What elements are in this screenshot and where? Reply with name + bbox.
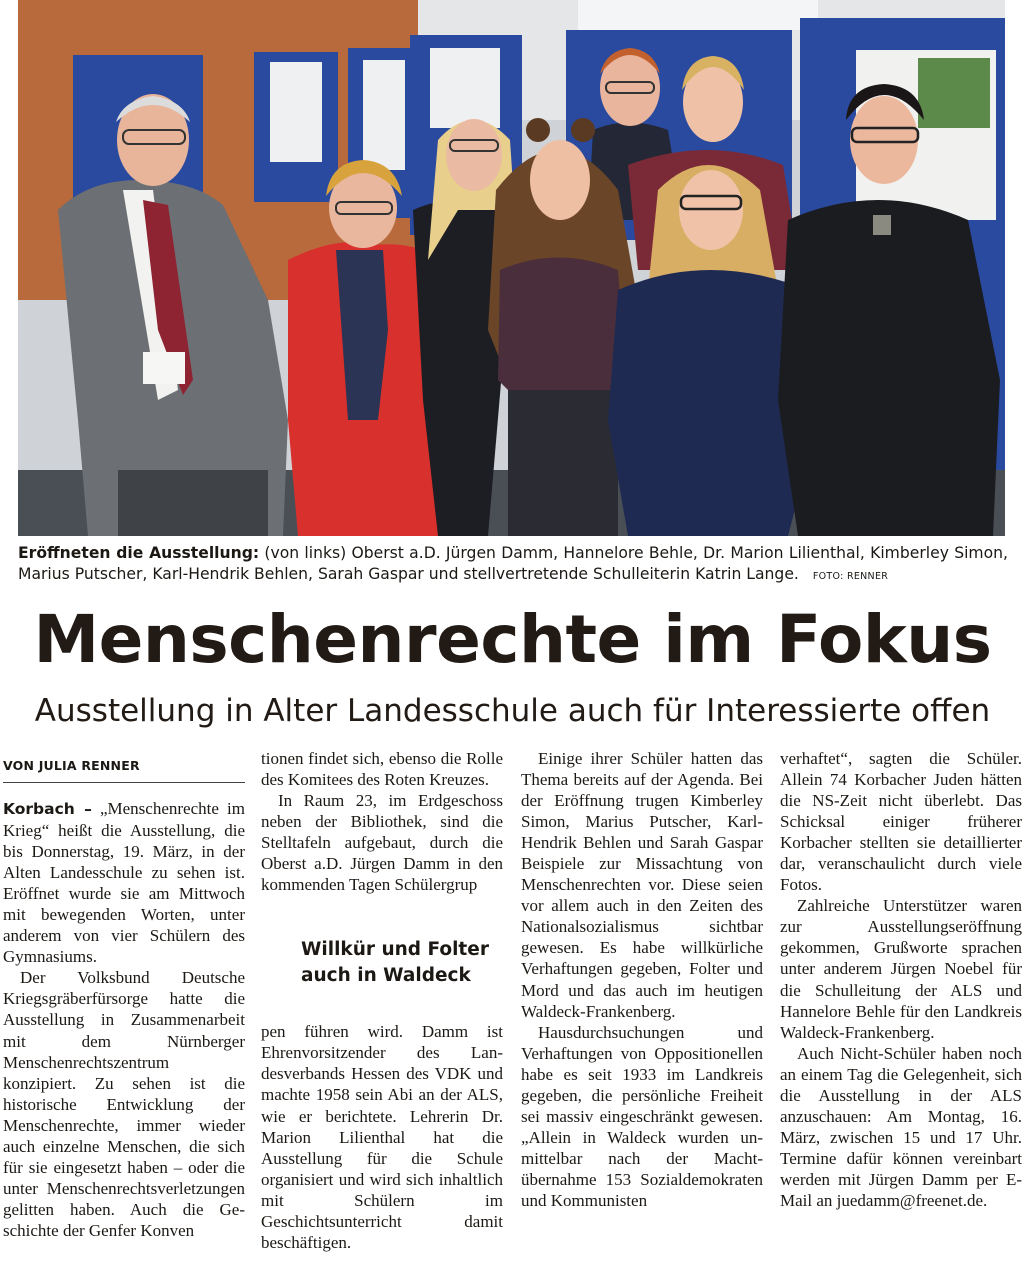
article-paragraph: tionen findet sich, ebenso die Rolle des Komitees des Roten Kreuzes. — [261, 749, 503, 790]
article-paragraph: Hausdurchsuchungen und Verhaftungen von Oppositionellen habe es seit 1933 im Landkreis gegeben, die persönliche Freiheit sei massiv eingeschränkt gewesen. „Allein in Waldeck wurden unmittelbar nach der Machtübernahme 153 Sozialdemokraten und Kommunisten — [521, 1022, 763, 1210]
group-photo-icon — [18, 0, 1005, 536]
article-paragraph: Auch Nicht-Schüler haben noch an einem Tag die Gelegenheit, sich die Ausstellung in der ALS anzuschauen: Am Montag, 16. März, zwischen 15 und 17 Uhr. Termine dafür können vereinbart werden mit Jürgen Damm per E-Mail an juedamm@freenet.de. — [780, 1043, 1022, 1210]
article-text: „Menschenrechte im Krieg“ heißt die Ausstellung, die bis Donnerstag, 19. März, in der Alten Landesschule zu sehen ist. Eröffnet wurde sie am Mittwoch mit bewegenden Worten, unter anderem von vier Schülern des Gymnasiums. — [3, 799, 245, 967]
dateline: Korbach – — [3, 800, 92, 818]
caption-text: (von links) Oberst a.D. Jürgen Damm, Hannelore Behle, Dr. Marion Lilienthal, Kimberley Simon, Marius Putscher, Karl-Hendrik Behlen, Sarah Gaspar und stellvertretende Schulleiterin Katrin Lange. — [18, 544, 1008, 583]
group-photo — [18, 0, 1005, 536]
article-paragraph — [3, 798, 245, 967]
article-paragraph: In Raum 23, im Erdgeschoss neben der Bibliothek, sind die Stelltafeln aufgebaut, durch die Oberst a.D. Jürgen Damm in den kommenden Tagen Schülergrup — [261, 791, 503, 895]
subheadline: Ausstellung in Alter Landesschule auch für Interessierte offen — [34, 693, 991, 729]
interheadline: Willkür und Folter auch in Waldeck — [301, 939, 489, 987]
article-paragraph: Der Volksbund Deutsche Kriegsgräberfürsorge hatte die Ausstellung in Zusammenarbeit mit dem Nürnberger Menschenrechtszentrum konzipiert. Zu sehen ist die historische Entwicklung der Menschenrechte, immer wieder auch einzelne Menschen, die sich für sie eingesetzt haben – oder die unter Menschenrechtsverletzungen gelitten haben. Auch die Geschichte der Genfer Konven — [3, 968, 245, 1240]
article-column-2 — [261, 748, 503, 1278]
article-column-4 — [780, 748, 1022, 1278]
article-column-3 — [521, 748, 763, 1278]
article-paragraph: pen führen wird. Damm ist Ehrenvorsitzender des Landesverbands Hessen des VDK und machte 1958 sein Abi an der ALS, wie er berichtete. Lehrerin Dr. Marion Lilienthal hat die Ausstellung für die Schule organisiert und wird sich inhaltlich mit Schülern im Geschichtsunterricht damit beschäftigen. — [261, 1022, 503, 1252]
article-paragraph: Zahlreiche Unterstützer waren zur Ausstellungseröffnung gekommen, Grußworte sprachen unter anderem Jürgen Noebel für die Schulleitung der ALS und Hannelore Behle für den Landkreis Waldeck-Frankenberg. — [780, 896, 1022, 1042]
headline: Menschenrechte im Fokus — [33, 601, 992, 678]
photo-credit: FOTO: RENNER — [812, 571, 889, 582]
caption-lead: Eröffneten die Ausstellung: — [18, 544, 260, 562]
photo-caption — [18, 543, 1008, 587]
article-paragraph: Einige ihrer Schüler hatten das Thema bereits auf der Agenda. Bei der Eröffnung trugen Kimberley Simon, Marius Putscher, Karl-Hendrik Behlen und Sarah Gaspar Beispiele zur Missachtung von Menschenrechten vor. Diese seien vor allem auch in den Zeiten des Nationalsozialismus sichtbar gewesen. Es habe willkürliche Verhaftungen gegeben, Folter und Mord und das auch im heutigen Waldeck-Frankenberg. — [521, 749, 763, 1021]
byline: VON JULIA RENNER — [3, 748, 245, 783]
article-column-1 — [3, 748, 245, 1278]
article-paragraph: verhaftet“, sagten die Schüler. Allein 74 Korbacher Juden hätten die NS-Zeit nicht überlebt. Das Schicksal einiger früherer Korbacher stellten sie detaillierter dar, veranschaulicht durch viele Fotos. — [780, 749, 1022, 895]
